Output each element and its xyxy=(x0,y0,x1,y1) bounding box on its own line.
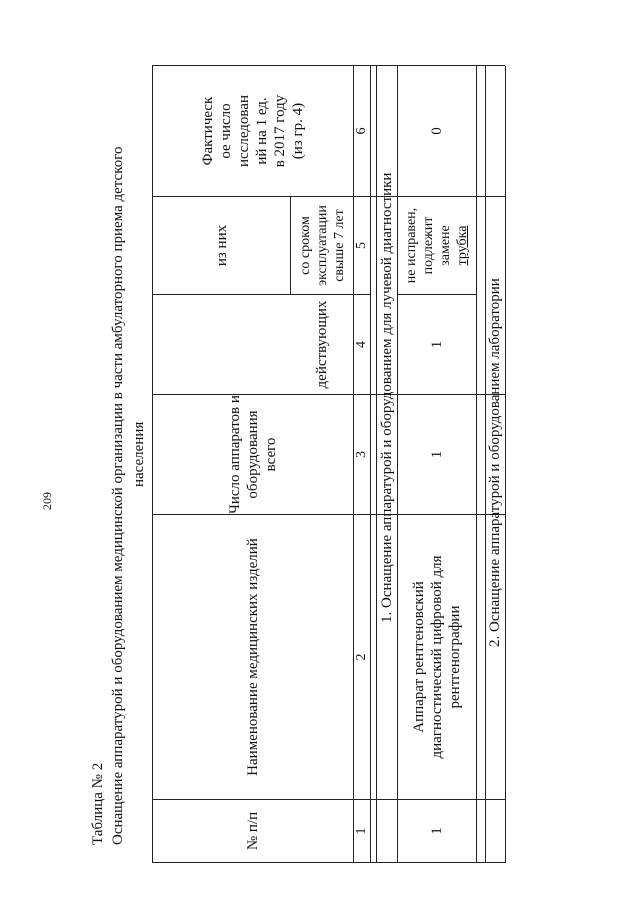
header-actual-line2: ое число xyxy=(218,103,234,159)
header-total-line1: Число аппаратов и xyxy=(227,395,243,514)
header-name: Наименование медицинских изделий xyxy=(245,538,261,776)
row-1-old-line4: трубка xyxy=(455,225,470,266)
header-actual-line4: ий на 1 ед. xyxy=(254,97,270,165)
header-total xyxy=(153,395,353,514)
column-number-1: 1 xyxy=(354,827,369,835)
page-number: 209 xyxy=(40,492,54,510)
table-title-line2: населения xyxy=(131,421,147,487)
row-1-name-line3: рентгенографии xyxy=(447,605,463,709)
table-title-line1: Оснащение аппаратурой и оборудованием медицинской организации в части амбулаторного приема детского xyxy=(110,146,126,845)
section-title-1: 1. Оснащение аппаратурой и оборудованием для лучевой диагностики xyxy=(379,172,395,623)
row-1-total: 1 xyxy=(429,450,445,459)
header-total-line2: оборудования xyxy=(245,410,261,499)
row-1-old-line1: не исправен, xyxy=(404,207,419,284)
row-1-name-line2: диагностический цифровой для xyxy=(429,555,445,759)
column-number-5: 5 xyxy=(354,242,369,249)
table-label: Таблица № 2 xyxy=(90,762,106,845)
header-actual-line1: Фактическ xyxy=(200,96,216,166)
header-actual-line6: (из гр. 4) xyxy=(290,102,306,160)
header-actual-line5: в 2017 году xyxy=(272,94,288,168)
header-actual-line3: исследован xyxy=(236,95,252,167)
header-old-line2: эксплуатации xyxy=(314,205,330,286)
header-active: действующих xyxy=(314,300,330,389)
column-number-4: 4 xyxy=(354,341,369,348)
row-1-old xyxy=(398,197,476,294)
header-group: из них xyxy=(213,224,230,267)
section-title-2: 2. Оснащение аппаратурой и оборудованием лаборатории xyxy=(487,278,503,647)
row-1-name xyxy=(398,515,476,799)
row-1-active: 1 xyxy=(429,340,445,349)
header-old-line3: свыше 7 лет xyxy=(331,209,347,282)
header-total-line3: всего xyxy=(263,437,279,472)
row-1-old-line2: подлежит xyxy=(421,216,436,275)
row-1-actual: 0 xyxy=(429,127,445,135)
row-1-name-line1: Аппарат рентгеновский xyxy=(411,581,427,733)
header-old xyxy=(291,197,353,294)
header-old-line1: со сроком xyxy=(297,216,313,275)
header-num: № п/п xyxy=(245,811,261,851)
row-1-old-line3: замене xyxy=(438,225,453,266)
row-1-num: 1 xyxy=(429,827,445,835)
column-number-2: 2 xyxy=(354,653,369,661)
column-number-3: 3 xyxy=(354,451,369,458)
header-actual xyxy=(153,66,353,196)
column-number-6: 6 xyxy=(354,127,369,135)
